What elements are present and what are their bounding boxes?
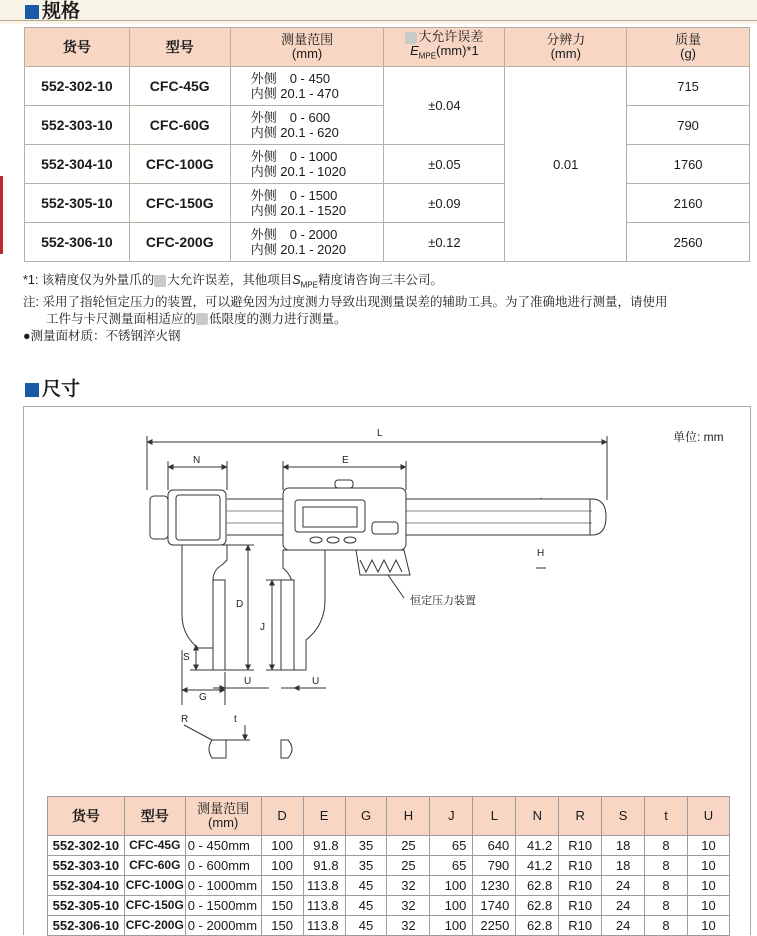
dim-cell: 65 [430,836,473,856]
dim-cell: 8 [645,856,688,876]
dim-cell: 552-303-10 [48,856,125,876]
dim-cell: 24 [602,916,645,936]
dim-cell: 150 [261,896,303,916]
dim-cell: 100 [430,916,473,936]
label-j: J [260,622,265,633]
dim-row [48,896,730,916]
dim-header-model: 型号 [124,797,185,836]
dim-cell: 25 [387,836,430,856]
device-leader [388,575,404,598]
dim-cell: CFC-150G [124,896,185,916]
label-device: 恒定压力装置 [410,595,476,607]
note-3: ●测量面材质：不锈钢淬火钢 [23,328,181,343]
spec-code: 552-305-10 [25,184,130,223]
note1-post: 精度请咨询三丰公司。 [317,273,443,287]
note1-mid: 大允许误差，其他项目 [167,273,293,287]
spec-mass: 790 [627,106,750,145]
dim-cell: 0 - 1000mm [185,876,261,896]
spec-model: CFC-150G [129,184,230,223]
note1-s: S [292,273,301,287]
spec-model: CFC-60G [129,106,230,145]
dim-header-g: G [345,797,387,836]
range-inner: 内侧 20.1 - 1520 [250,203,347,218]
resolution-header-line2: (mm) [550,46,581,61]
dim-title-text: 尺寸 [42,379,81,400]
dim-header-range [185,797,261,836]
dim-cell: 45 [345,916,387,936]
spec-code: 552-303-10 [25,106,130,145]
dim-cell: 10 [687,836,729,856]
dim-header-code: 货号 [48,797,125,836]
dim-cell: 100 [261,856,303,876]
mass-header-line2: (g) [680,46,697,61]
fixed-jaw-tip [213,580,225,670]
dim-cell: 2250 [473,916,516,936]
dim-cell: 35 [345,836,387,856]
dim-cell: 32 [387,896,430,916]
label-t: t [234,714,237,725]
dim-header-h: H [387,797,430,836]
r-leader [184,725,212,740]
dim-header-u: U [687,797,729,836]
note1-sub: MPE [300,280,318,290]
dim-cell: CFC-60G [124,856,185,876]
dim-cell: R10 [559,836,602,856]
error-header-mpe: MPE [418,51,437,61]
label-n: N [193,455,201,466]
range-header-line1: 测量范围 [281,32,334,47]
spec-code: 552-304-10 [25,145,130,184]
dim-cell: 45 [345,896,387,916]
dim-row [48,916,730,936]
dim-cell: 24 [602,896,645,916]
note-2: 注: 采用了指轮恒定压力的装置，可以避免因为过度测力导致出现测量误差的辅助工具。为了准确地进行测量，请使用 [23,294,668,309]
error-header-e: E [410,43,419,59]
note2-pre: 工件与卡尺测量面相适应的 [46,311,197,326]
dim-cell: 0 - 2000mm [185,916,261,936]
dim-header-e: E [303,797,345,836]
lcd-screen [303,507,357,527]
dim-row [48,836,730,856]
label-g: G [199,692,207,703]
spec-header-model: 型号 [129,28,230,67]
range-outer: 外侧 0 - 2000 [250,227,338,242]
dim-cell: 25 [387,856,430,876]
dim-cell: 552-306-10 [48,916,125,936]
dim-row [48,876,730,896]
resolution-header-line1: 分辨力 [546,32,586,47]
dim-cell: R10 [559,916,602,936]
mass-header-line1: 质量 [675,32,702,47]
dim-cell: 62.8 [516,896,559,916]
dim-cell: 18 [602,836,645,856]
label-u: U [244,676,252,687]
range-inner: 内侧 20.1 - 1020 [250,164,347,179]
note1-pre: *1: 该精度仅为外量爪的 [23,273,155,287]
range-outer: 外侧 0 - 450 [250,71,331,86]
dim-cell: CFC-200G [124,916,185,936]
lock-screw [335,480,353,488]
unit-label: 单位: mm [673,430,724,444]
dim-cell: 113.8 [303,876,345,896]
dim-cell: 91.8 [303,856,345,876]
dim-cell: 32 [387,916,430,936]
dim-cell: 8 [645,916,688,936]
dim-cell: 8 [645,896,688,916]
dim-header-l: L [473,797,516,836]
dim-cell: 100 [430,896,473,916]
spec-model: CFC-45G [129,67,230,106]
dim-cell: 790 [473,856,516,876]
dim-cell: 150 [261,916,303,936]
spec-resolution: 0.01 [505,67,627,262]
slider-jaw-tip [281,580,294,670]
spec-error: ±0.09 [384,184,505,223]
error-header-unit: (mm)*1 [436,43,479,59]
label-h: H [537,548,545,559]
dimension-table [47,796,730,936]
dim-cell: 1740 [473,896,516,916]
spec-model: CFC-100G [129,145,230,184]
range-outer: 外侧 0 - 1000 [250,149,338,164]
dim-cell: 8 [645,836,688,856]
dim-cell: 100 [430,876,473,896]
spec-mass: 2160 [627,184,750,223]
label-e: E [342,455,349,466]
dim-range-line2: (mm) [208,815,239,830]
dim-cell: 552-305-10 [48,896,125,916]
dim-cell: 150 [261,876,303,896]
dim-header-j: J [430,797,473,836]
dim-cell: 10 [687,876,729,896]
dim-cell: 113.8 [303,916,345,936]
dim-cell: R10 [559,856,602,876]
label-r: R [181,714,189,725]
dim-header-s: S [602,797,645,836]
dim-cell: 41.2 [516,836,559,856]
dim-cell: 10 [687,916,729,936]
slider-tip-detail [281,740,292,758]
label-u: U [312,676,320,687]
dim-cell: 8 [645,876,688,896]
dim-cell: 113.8 [303,896,345,916]
range-header-line2: (mm) [291,46,323,61]
button-pad [372,522,398,534]
error-header-line1: 大允许误差 [418,29,484,45]
dim-header-r: R [559,797,602,836]
fixed-tip-detail [209,740,226,758]
dim-cell: 62.8 [516,916,559,936]
range-inner: 内侧 20.1 - 2020 [250,242,347,257]
fixed-jaw-cap [150,496,168,539]
dim-header-n: N [516,797,559,836]
dim-cell: 1230 [473,876,516,896]
dim-cell: 640 [473,836,516,856]
dim-cell: R10 [559,876,602,896]
dim-cell: 45 [345,876,387,896]
label-d: D [236,599,244,610]
dim-cell: R10 [559,896,602,916]
label-s: S [183,652,190,663]
dim-cell: CFC-45G [124,836,185,856]
range-outer: 外侧 0 - 1500 [250,188,338,203]
dim-cell: 100 [261,836,303,856]
spec-code: 552-306-10 [25,223,130,262]
dim-cell: 24 [602,876,645,896]
dim-cell: 0 - 1500mm [185,896,261,916]
dim-cell: 35 [345,856,387,876]
dim-header-d: D [261,797,303,836]
dim-row [48,856,730,876]
spec-header-code: 货号 [25,28,130,67]
spec-error: ±0.05 [384,145,505,184]
dim-cell: 91.8 [303,836,345,856]
dim-cell: 32 [387,876,430,896]
dim-cell: 10 [687,896,729,916]
dim-cell: 0 - 600mm [185,856,261,876]
dim-cell: 62.8 [516,876,559,896]
dim-cell: 10 [687,856,729,876]
dim-header-t: t [645,797,688,836]
dim-cell: 552-304-10 [48,876,125,896]
spec-error: ±0.12 [384,223,505,262]
dimension-table-body [48,836,730,936]
dim-cell: 0 - 450mm [185,836,261,856]
dim-cell: 552-302-10 [48,836,125,856]
spec-title-text: 规格 [42,1,81,22]
dim-cell: CFC-100G [124,876,185,896]
spec-mass: 715 [627,67,750,106]
spec-error: ±0.04 [384,67,505,145]
label-l: L [377,428,383,439]
range-inner: 内侧 20.1 - 470 [250,86,339,101]
spec-code: 552-302-10 [25,67,130,106]
note2-post: 低限度的测力进行测量。 [209,311,347,326]
dim-range-line1: 测量范围 [197,801,250,816]
dim-cell: 65 [430,856,473,876]
dim-cell: 18 [602,856,645,876]
spec-model: CFC-200G [129,223,230,262]
spec-mass: 2560 [627,223,750,262]
fixed-jaw-panel [176,495,220,540]
range-inner: 内侧 20.1 - 620 [250,125,339,140]
range-outer: 外侧 0 - 600 [250,110,331,125]
dim-cell: 41.2 [516,856,559,876]
spec-mass: 1760 [627,145,750,184]
